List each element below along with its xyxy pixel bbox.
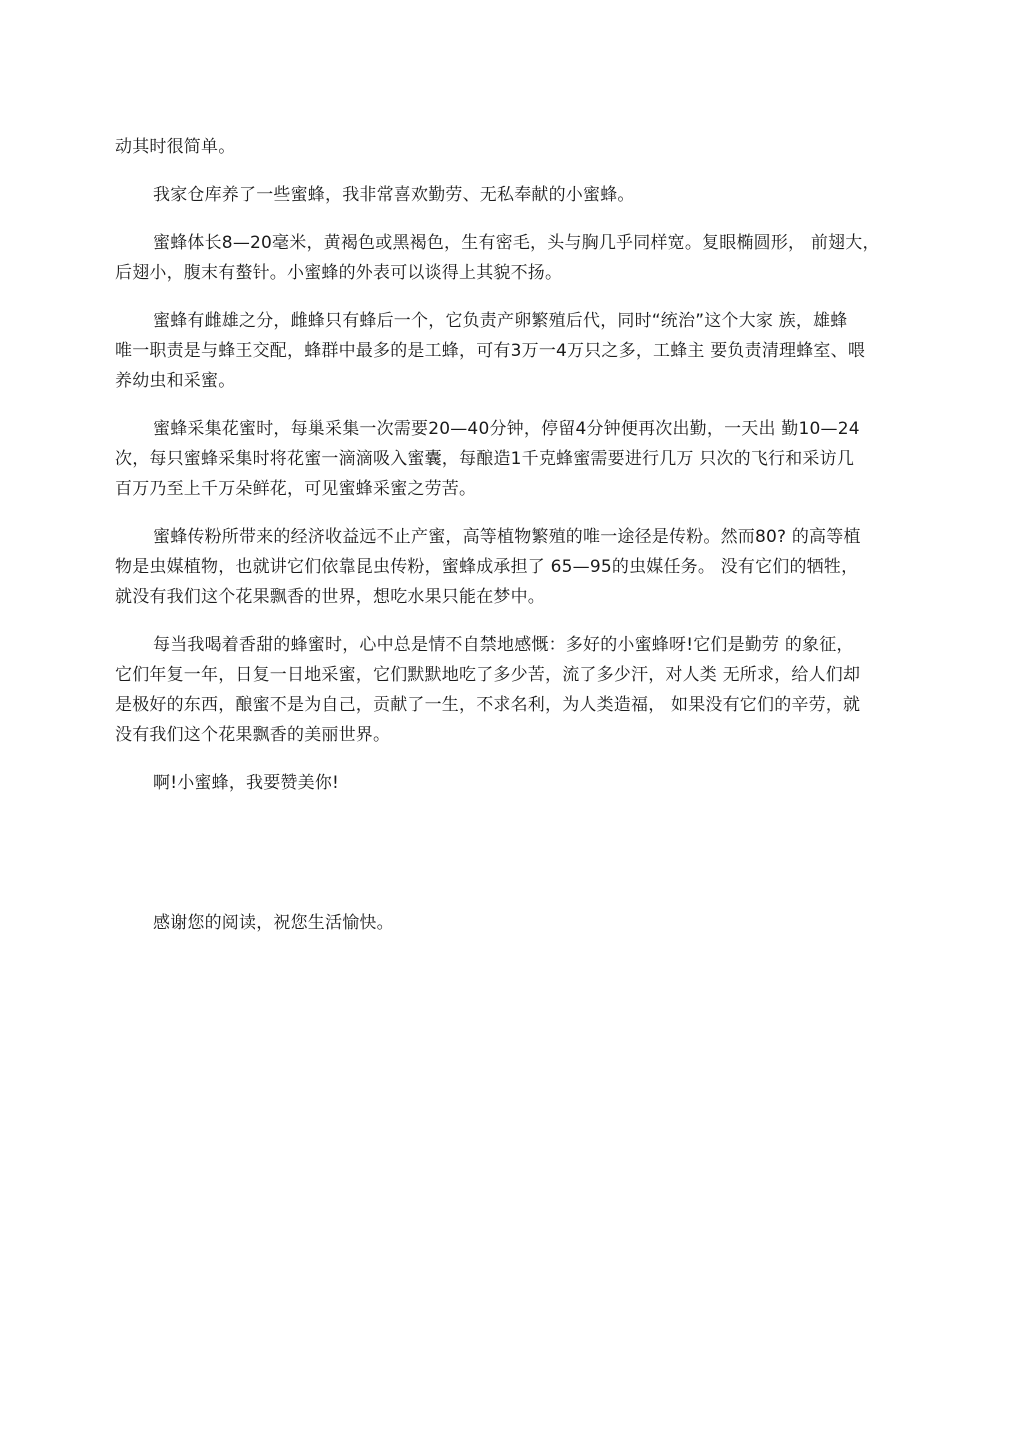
paragraph-line: 次，每只蜜蜂采集时将花蜜一滴滴吸入蜜囊，每酿造1千克蜂蜜需要进行几万 只次的飞行和采访几 xyxy=(115,449,855,469)
paragraph-line: 后翅小，腹末有螯针。小蜜蜂的外表可以谈得上其貌不扬。 xyxy=(115,263,563,283)
paragraph-line: 蜜蜂体长8—20毫米，黄褐色或黑褐色，生有密毛，头与胸几乎同样宽。复眼椭圆形， 前翅大， xyxy=(153,233,880,253)
paragraph-line: 唯一职责是与蜂王交配，蜂群中最多的是工蜂，可有3万一4万只之多，工蜂主 要负责清理蜂室、喂 xyxy=(115,341,866,361)
paragraph-line: 百万乃至上千万朵鲜花，可见蜜蜂采蜜之劳苦。 xyxy=(115,479,477,499)
paragraph-line: 没有我们这个花果飘香的美丽世界。 xyxy=(115,725,391,745)
paragraph-line: 每当我喝着香甜的蜂蜜时，心中总是情不自禁地感慨：多好的小蜜蜂呀!它们是勤劳 的象征， xyxy=(153,635,854,655)
paragraph-line: 养幼虫和采蜜。 xyxy=(115,371,236,391)
paragraph-line: 啊!小蜜蜂，我要赞美你! xyxy=(153,773,340,793)
paragraph-line: 蜜蜂有雌雄之分，雌蜂只有蜂后一个，它负责产卵繁殖后代，同时“统治”这个大家 族，雄蜂 xyxy=(153,311,848,331)
paragraph-line: 蜜蜂传粉所带来的经济收益远不止产蜜，高等植物繁殖的唯一途径是传粉。然而80? 的高等植 xyxy=(153,527,861,547)
paragraph-line: 蜜蜂采集花蜜时，每巢采集一次需要20—40分钟，停留4分钟便再次出勤，一天出 勤10—24 xyxy=(153,419,860,439)
paragraph-line: 它们年复一年，日复一日地采蜜，它们默默地吃了多少苦，流了多少汗，对人类 无所求，给人们却 xyxy=(115,665,861,685)
closing-line: 感谢您的阅读，祝您生活愉快。 xyxy=(153,913,394,933)
paragraph-line: 我家仓库养了一些蜜蜂，我非常喜欢勤劳、无私奉献的小蜜蜂。 xyxy=(153,185,635,205)
paragraph-line: 动其时很简单。 xyxy=(115,137,236,157)
paragraph-line: 是极好的东西，酿蜜不是为自己，贡献了一生，不求名利，为人类造福， 如果没有它们的辛劳，就 xyxy=(115,695,861,715)
paragraph-line: 物是虫媒植物，也就讲它们依靠昆虫传粉，蜜蜂成承担了 65—95的虫媒任务。 没有它们的牺牲， xyxy=(115,557,859,577)
paragraph-line: 就没有我们这个花果飘香的世界，想吃水果只能在梦中。 xyxy=(115,587,545,607)
